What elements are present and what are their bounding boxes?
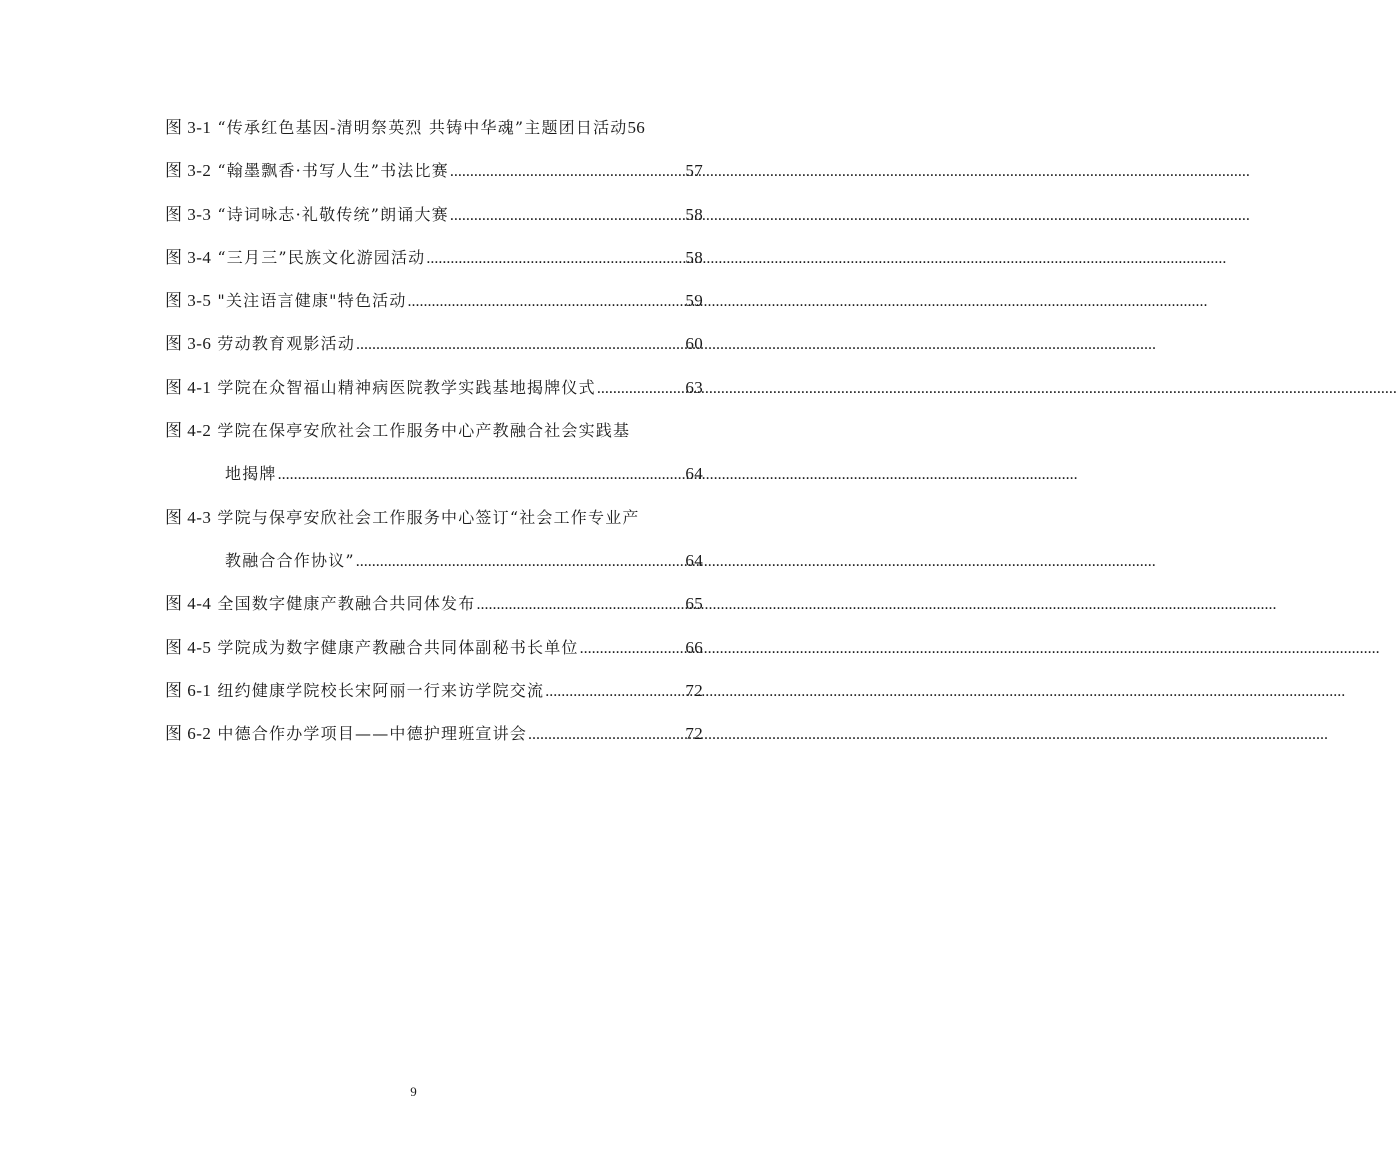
figure-label: 图 4-2 — [165, 421, 212, 441]
figure-title: 中德合作办学项目——中德护理班宣讲会 — [217, 724, 528, 744]
toc-line — [165, 279, 703, 322]
toc-entry[interactable] — [165, 193, 703, 236]
figure-label: 图 3-6 — [165, 334, 212, 354]
toc-line — [165, 409, 703, 452]
page-number: 9 — [410, 1084, 417, 1099]
figure-title: “三月三”民族文化游园活动 — [217, 247, 426, 267]
figure-page: 64 — [685, 550, 703, 570]
figure-title-continuation: 教融合合作协议” — [225, 550, 355, 570]
figure-title: 纽约健康学院校长宋阿丽一行来访学院交流 — [217, 680, 545, 700]
figure-page: 58 — [685, 247, 703, 267]
toc-line — [165, 193, 703, 236]
toc-entry[interactable] — [165, 626, 703, 669]
toc-line-continuation — [165, 452, 703, 495]
figure-title: 学院成为数字健康产教融合共同体副秘书长单位 — [217, 637, 579, 657]
figure-title: 学院在保亭安欣社会工作服务中心产教融合社会实践基 — [217, 421, 631, 441]
dot-leader — [355, 323, 685, 366]
figure-page: 59 — [685, 291, 703, 311]
figure-title: 学院与保亭安欣社会工作服务中心签订“社会工作专业产 — [217, 507, 640, 527]
dot-leader — [544, 670, 685, 713]
toc-line — [165, 106, 703, 149]
figure-title: 全国数字健康产教融合共同体发布 — [217, 594, 476, 614]
figure-title: “诗词咏志·礼敬传统”朗诵大赛 — [217, 204, 449, 224]
toc-entry[interactable] — [165, 149, 703, 192]
figure-page: 63 — [685, 377, 703, 397]
figure-label: 图 6-1 — [165, 680, 212, 700]
toc-line — [165, 322, 703, 365]
figure-label: 图 4-5 — [165, 637, 212, 657]
toc-entry[interactable] — [165, 279, 703, 322]
dot-leader — [449, 150, 686, 193]
figure-label: 图 3-3 — [165, 204, 212, 224]
figure-label: 图 3-5 — [165, 291, 212, 311]
toc-line — [165, 626, 703, 669]
figure-page: 65 — [685, 594, 703, 614]
figure-title: 劳动教育观影活动 — [217, 334, 356, 354]
figure-page: 72 — [685, 680, 703, 700]
figure-label: 图 3-1 — [165, 118, 212, 137]
dot-leader — [527, 713, 685, 756]
toc-entry[interactable] — [165, 409, 703, 496]
toc-line-continuation — [165, 539, 703, 582]
figure-label: 图 6-2 — [165, 724, 212, 744]
figure-label: 图 3-2 — [165, 161, 212, 181]
toc-entry[interactable] — [165, 236, 703, 279]
dot-leader — [425, 237, 685, 280]
dot-leader — [579, 627, 686, 670]
dot-leader — [407, 280, 686, 323]
figure-page: 64 — [685, 464, 703, 484]
toc-entry[interactable] — [165, 669, 703, 712]
figure-page: 57 — [685, 161, 703, 181]
toc-line — [165, 582, 703, 625]
toc-line — [165, 149, 703, 192]
figure-label: 图 4-1 — [165, 377, 212, 397]
toc-entry[interactable] — [165, 106, 703, 149]
toc-line — [165, 366, 703, 409]
dot-leader — [449, 194, 686, 237]
figure-label: 图 3-4 — [165, 247, 212, 267]
toc-entry[interactable] — [165, 366, 703, 409]
figure-page: 60 — [685, 334, 703, 354]
figure-title: "关注语言健康"特色活动 — [217, 291, 407, 311]
dot-leader — [355, 540, 686, 583]
figure-list — [165, 106, 703, 755]
dot-leader — [277, 453, 686, 496]
figure-title: “翰墨飘香·书写人生”书法比赛 — [217, 161, 449, 181]
dot-leader — [596, 367, 686, 410]
dot-leader — [475, 583, 685, 626]
figure-label: 图 4-4 — [165, 594, 212, 614]
figure-label: 图 4-3 — [165, 507, 212, 527]
figure-page: 58 — [685, 204, 703, 224]
toc-line — [165, 669, 703, 712]
toc-entry[interactable] — [165, 322, 703, 365]
toc-entry[interactable] — [165, 496, 703, 583]
toc-entry[interactable] — [165, 712, 703, 755]
toc-line — [165, 496, 703, 539]
toc-line — [165, 712, 703, 755]
toc-entry[interactable] — [165, 582, 703, 625]
figure-page: 56 — [627, 118, 646, 137]
figure-page: 72 — [685, 724, 703, 744]
toc-line — [165, 236, 703, 279]
figure-title: 学院在众智福山精神病医院教学实践基地揭牌仪式 — [217, 377, 596, 397]
figure-title-continuation: 地揭牌 — [225, 464, 277, 484]
figure-title: “传承红色基因-清明祭英烈 共铸中华魂”主题团日活动 — [217, 118, 628, 137]
figure-page: 66 — [685, 637, 703, 657]
